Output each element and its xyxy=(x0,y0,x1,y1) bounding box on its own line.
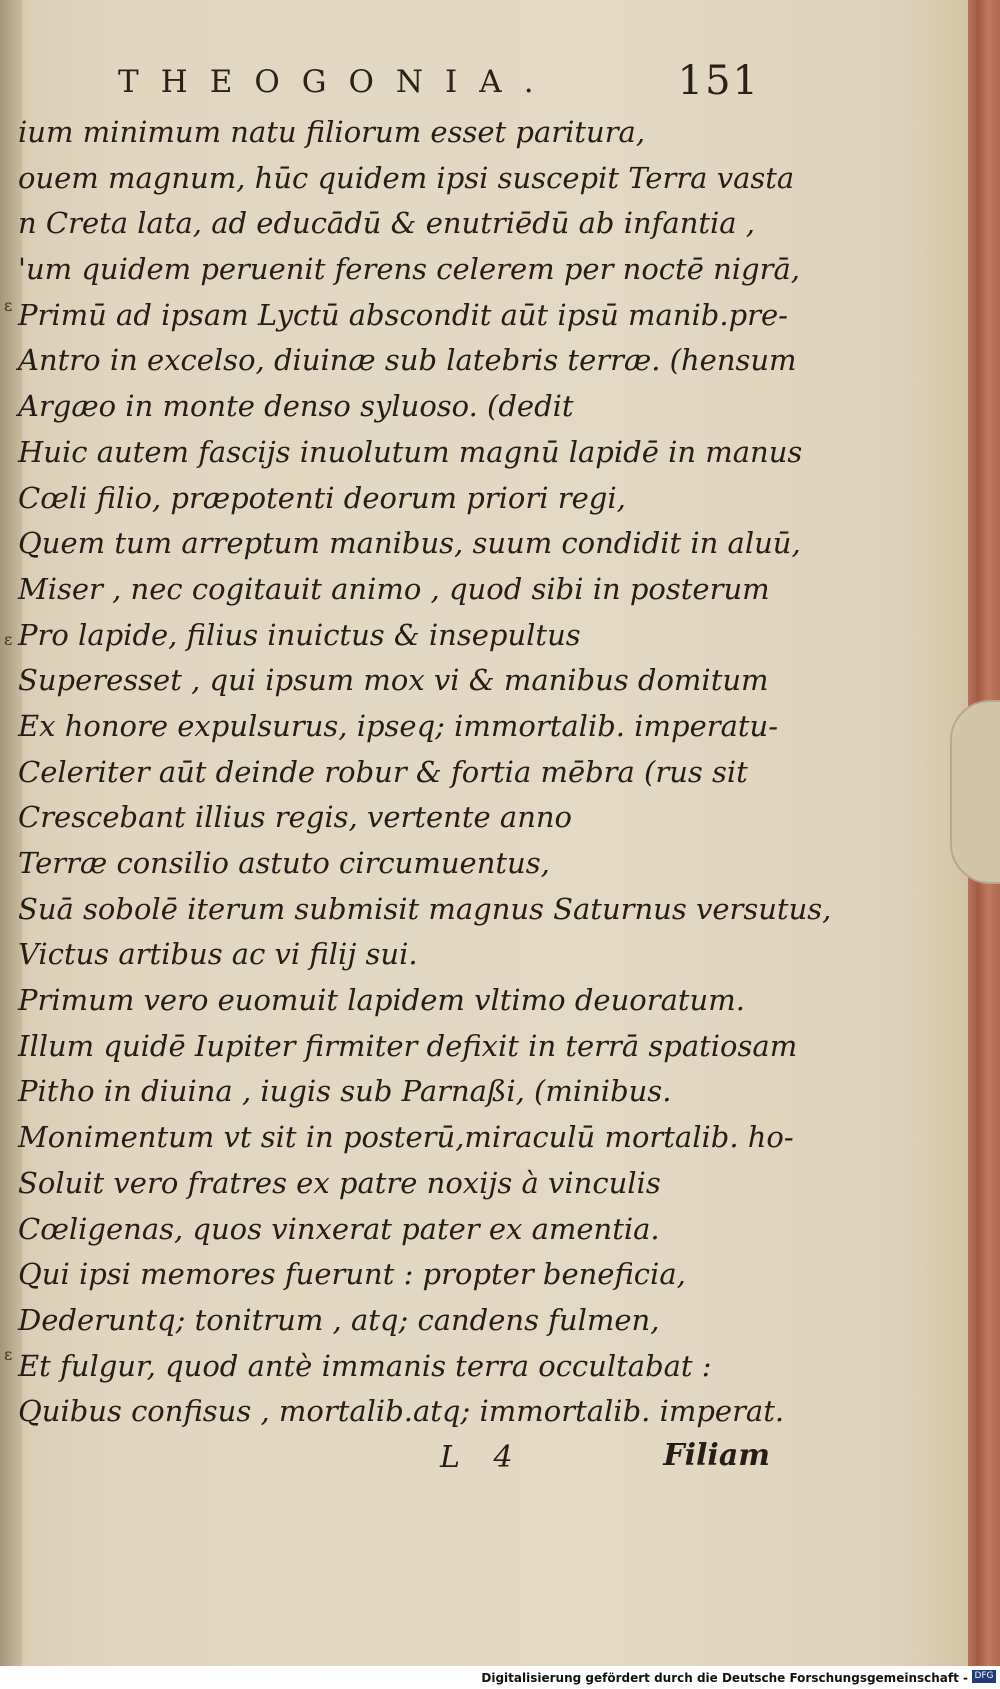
signature-mark: L 4 xyxy=(440,1440,525,1475)
verse-line: Cœli filio, præpotenti deorum priori regi, xyxy=(18,480,626,515)
running-header xyxy=(110,58,760,102)
verse-line: n Creta lata, ad educādū & enutriēdū ab infantia , xyxy=(18,206,756,241)
verse-line: Et fulgur, quod antè immanis terra occultabat : xyxy=(18,1348,712,1383)
verse-line: Superesset , qui ipsum mox vi & manibus domitum xyxy=(18,663,769,698)
verse-line: Soluit vero fratres ex patre noxijs à vinculis xyxy=(18,1165,661,1200)
verse-line: Illum quidē Iupiter firmiter defixit in terrā spatiosam xyxy=(18,1028,798,1063)
verse-line: Huic autem fascijs inuolutum magnū lapidē in manus xyxy=(18,434,803,469)
verse-line: Victus artibus ac vi filij sui. xyxy=(18,937,418,972)
page-number: 151 xyxy=(677,58,760,104)
dfg-logo: DFG xyxy=(972,1670,996,1683)
funding-credit: Digitalisierung gefördert durch die Deutsche Forschungsgemeinschaft - xyxy=(481,1671,968,1685)
digitization-footer xyxy=(0,1666,1000,1689)
verse-line: Suā sobolē iterum submisit magnus Saturnus versutus, xyxy=(18,891,832,926)
verse-line: Monimentum vt sit in posterū,miraculū mortalib. ho- xyxy=(18,1120,794,1155)
verse-line: Cœligenas, quos vinxerat pater ex amentia. xyxy=(18,1211,660,1246)
page-footer-marks xyxy=(440,1440,770,1484)
verse-line: Celeriter aūt deinde robur & fortia mēbra (rus sit xyxy=(18,754,748,789)
verse-line: ouem magnum, hūc quidem ipsi suscepit Terra vasta xyxy=(18,160,795,195)
verse-line: Quibus confisus , mortalib.atq; immortalib. imperat. xyxy=(18,1394,785,1429)
verse-text-block xyxy=(18,110,832,1435)
verse-line: Miser , nec cogitauit animo , quod sibi in posterum xyxy=(18,571,770,606)
verse-line: Crescebant illius regis, vertente anno xyxy=(18,800,573,835)
running-title: THEOGONIA. xyxy=(118,64,556,100)
verse-line: Pro lapide, filius inuictus & insepultus xyxy=(18,617,581,652)
verse-line: Quem tum arreptum manibus, suum condidit in aluū, xyxy=(18,526,801,561)
verse-line: Pitho in diuina , iugis sub Parnaßi, (minibus. xyxy=(18,1074,672,1109)
verse-line: Primū ad ipsam Lyctū abscondit aūt ipsū manib.pre- xyxy=(18,297,788,332)
catchword: Filiam xyxy=(663,1438,770,1473)
verse-line: Terræ consilio astuto circumuentus, xyxy=(18,846,550,880)
verse-line: Ex honore expulsurus, ipseq; immortalib. imperatu- xyxy=(18,708,779,743)
margin-mark: ɛ xyxy=(4,1345,13,1364)
page-clip xyxy=(950,700,1000,884)
verse-line: Antro in excelso, diuinæ sub latebris terræ. (hensum xyxy=(18,343,797,378)
margin-mark: ɛ xyxy=(4,296,13,315)
margin-mark: ɛ xyxy=(4,630,13,649)
verse-line: 'um quidem peruenit ferens celerem per noctē nigrā, xyxy=(18,252,800,287)
verse-line: Primum vero euomuit lapidem vltimo deuoratum. xyxy=(18,983,745,1018)
verse-line: Argæo in monte denso syluoso. (dedit xyxy=(18,389,574,424)
verse-line: Dederuntq; tonitrum , atq; candens fulmen, xyxy=(18,1302,660,1337)
verse-line: ium minimum natu filiorum esset paritura, xyxy=(18,115,646,149)
verse-line: Qui ipsi memores fuerunt : propter beneficia, xyxy=(18,1257,686,1292)
